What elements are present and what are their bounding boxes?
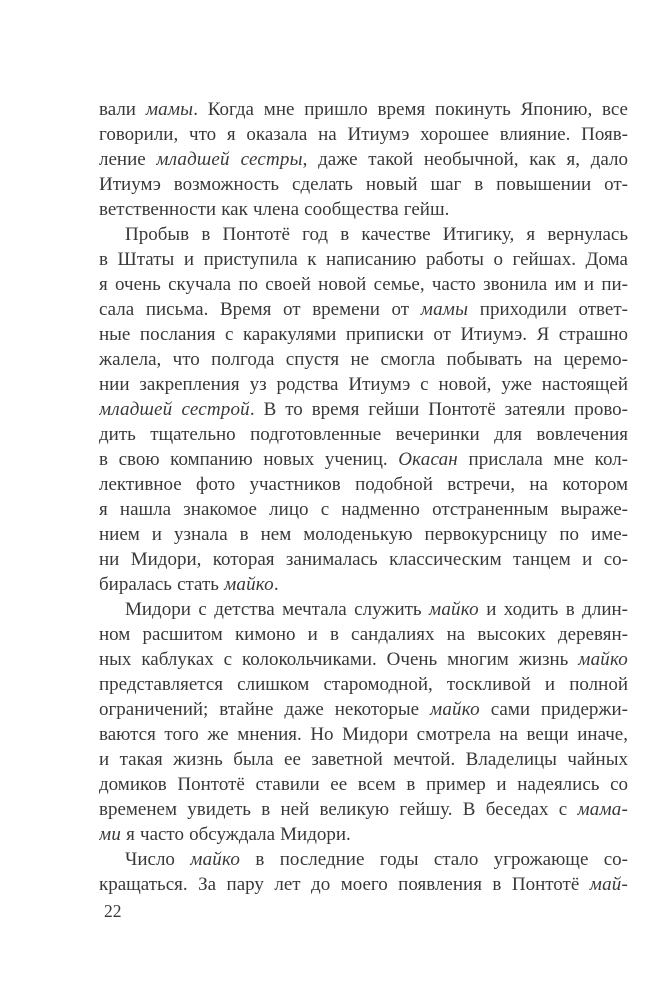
text-line [99, 247, 628, 272]
text-segment: я часто обсуждала Мидори. [121, 824, 351, 845]
text-segment: ных каблуках с колокольчиками. Очень многим жизнь [99, 649, 579, 670]
text-line [99, 122, 628, 147]
paragraph [99, 97, 628, 222]
text-line [99, 797, 628, 822]
text-segment: нием и узнала в нем молоденькую первокурсницу по име- [99, 524, 628, 545]
text-segment: в Штаты и приступила к написанию работы о гейшах. Дома [99, 249, 628, 270]
text-line [99, 347, 628, 372]
text-line [99, 747, 628, 772]
text-line [99, 622, 628, 647]
text-line [99, 97, 628, 122]
text-line [99, 847, 628, 872]
text-line [99, 697, 628, 722]
text-segment: представляется слишком старомодной, тоскливой и полной [99, 674, 628, 695]
text-segment: ваются того же мнения. Но Мидори смотрела на вещи иначе, [99, 724, 628, 745]
text-segment: прислала мне кол- [457, 449, 628, 470]
italic-term: Окасан [398, 449, 458, 470]
text-line [99, 147, 628, 172]
text-segment: жалела, что полгода спустя не смогла побывать на церемо- [99, 349, 628, 370]
text-segment: . Когда мне пришло время покинуть Японию, все [193, 99, 628, 120]
text-line [99, 222, 628, 247]
text-line [99, 422, 628, 447]
text-line [99, 522, 628, 547]
text-segment: сами придержи- [479, 699, 628, 720]
paragraph [99, 222, 628, 597]
text-line [99, 647, 628, 672]
text-segment: ном расшитом кимоно и в сандалиях на высоких деревян- [99, 624, 628, 645]
text-segment: в свою компанию новых учениц. [99, 449, 399, 470]
text-line [99, 397, 628, 422]
text-line [99, 872, 628, 897]
italic-term: майко [190, 849, 241, 870]
text-segment: ветственности как члена сообщества гейш. [99, 199, 450, 220]
text-segment: вали [99, 99, 146, 120]
text-segment: биралась стать [99, 574, 225, 595]
text-segment: я очень скучала по своей новой семье, часто звонила им и пи- [99, 274, 628, 295]
text-line [99, 447, 628, 472]
text-line [99, 197, 628, 222]
italic-term: ми [99, 824, 122, 845]
text-segment: Число [125, 849, 191, 870]
text-segment: говорили, что я оказала на Итиумэ хорошее влияние. Появ- [99, 124, 628, 145]
paragraph [99, 847, 628, 897]
italic-term: мамы [420, 299, 469, 320]
text-line [99, 372, 628, 397]
text-segment: Мидори с детства мечтала служить [125, 599, 430, 620]
text-segment: Итиумэ возможность сделать новый шаг в повышении от- [99, 174, 628, 195]
text-line [99, 322, 628, 347]
text-segment: ограничений; втайне даже некоторые [99, 699, 431, 720]
italic-term: мамы [145, 99, 194, 120]
text-line [99, 497, 628, 522]
italic-term: май- [589, 874, 628, 895]
text-line [99, 297, 628, 322]
text-segment: кращаться. За пару лет до моего появления в Понтотё [99, 874, 590, 895]
italic-term: майко [224, 574, 274, 595]
italic-term: младшей сестрой [99, 399, 250, 420]
text-segment: и ходить в длин- [478, 599, 628, 620]
text-segment: и такая жизнь была ее заветной мечтой. Владелицы чайных [99, 749, 628, 770]
italic-term: майко [578, 649, 628, 670]
text-segment: . В то время гейши Понтотё затеяли прово- [249, 399, 628, 420]
text-segment: Пробыв в Понтотё год в качестве Итигику, я вернулась [125, 224, 628, 245]
page-number: 22 [104, 901, 122, 921]
italic-term: младшей сестры [156, 149, 303, 170]
text-segment: домиков Понтотё ставили ее всем в пример и надеялись со [99, 774, 628, 795]
text-segment: ни Мидори, которая занималась классическим танцем и со- [99, 549, 628, 570]
text-block [99, 97, 628, 897]
text-segment: сала письма. Время от времени от [99, 299, 421, 320]
text-line [99, 722, 628, 747]
text-line [99, 272, 628, 297]
text-segment: я нашла знакомое лицо с надменно отстраненным выраже- [99, 499, 628, 520]
text-segment: , даже такой необычной, как я, дало [302, 149, 628, 170]
text-segment: в последние годы стало угрожающе со- [240, 849, 628, 870]
text-segment: нии закрепления уз родства Итиумэ с новой, уже настоящей [99, 374, 628, 395]
text-line [99, 772, 628, 797]
text-segment: . [273, 574, 279, 595]
text-segment: ление [99, 149, 157, 170]
text-segment: временем увидеть в ней великую гейшу. В беседах с [99, 799, 578, 820]
text-segment: дить тщательно подготовленные вечеринки для вовлечения [99, 424, 628, 445]
paragraph [99, 597, 628, 847]
text-line [99, 547, 628, 572]
italic-term: майко [430, 699, 480, 720]
text-line [99, 472, 628, 497]
text-line [99, 672, 628, 697]
text-segment: лективное фото участников подобной встречи, на котором [99, 474, 628, 495]
text-line [99, 597, 628, 622]
text-line [99, 572, 628, 597]
text-segment: приходили ответ- [468, 299, 628, 320]
text-line [99, 822, 628, 847]
text-line [99, 172, 628, 197]
text-segment: ные послания с каракулями приписки от Итиумэ. Я страшно [99, 324, 628, 345]
italic-term: мама- [577, 799, 628, 820]
italic-term: майко [429, 599, 479, 620]
